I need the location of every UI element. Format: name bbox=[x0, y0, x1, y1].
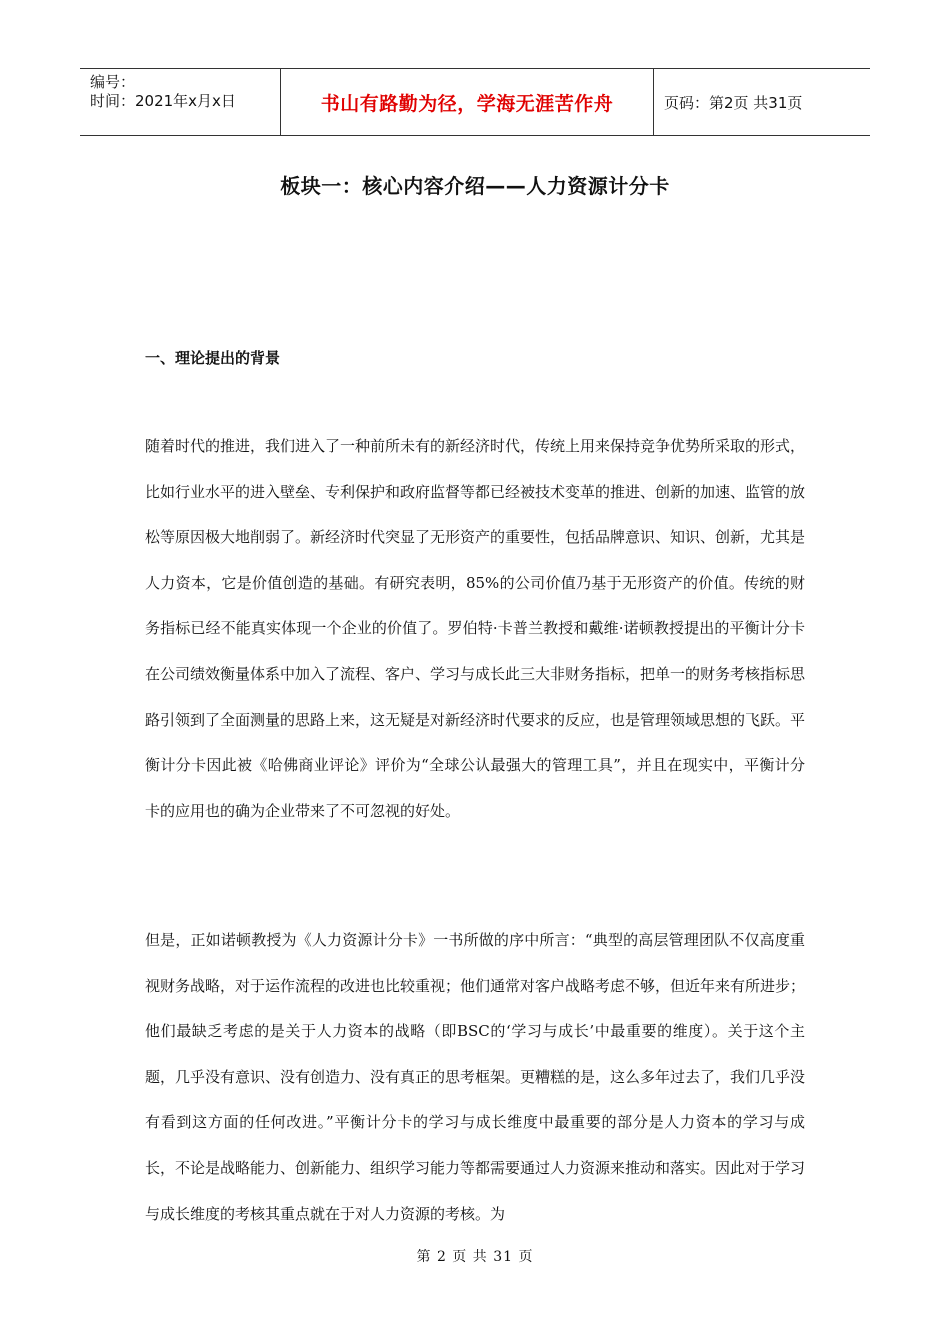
subheading: 一、理论提出的背景 bbox=[145, 349, 281, 367]
section-title: 板块一：核心内容介绍——人力资源计分卡 bbox=[280, 174, 670, 198]
page-footer: 第 2 页 共 31 页 bbox=[416, 1249, 534, 1265]
header-motto: 书山有路勤为径，学海无涯苦作舟 bbox=[320, 92, 614, 115]
body-paragraph-1: 随着时代的推进，我们进入了一种前所未有的新经济时代，传统上用来保持竞争优势所采取的形式，比如行业水平的进入壁垒、专利保护和政府监督等都已经被技术变革的推进、创新的加速、监管的放松等原因极大地削弱了。新经济时代突显了无形资产的重要性，包括品牌意识、知识、创新，尤其是人力资本，它是价值创造的基础。有研究表明，85%的公司价值乃基于无形资产的价值。传统的财务指标已经不能真实体现一个企业的价值了。罗伯特·卡普兰教授和戴维·诺顿教授提出的平衡计分卡在公司绩效衡量体系中加入了流程、客户、学习与成长此三大非财务指标，把单一的财务考核指标思路引领到了全面测量的思路上来，这无疑是对新经济时代要求的反应，也是管理领域思想的飞跃。平衡计分卡因此被《哈佛商业评论》评价为“全球公认最强大的管理工具”，并且在现实中，平衡计分卡的应用也的确为企业带来了不可忽视的好处。 bbox=[145, 437, 806, 820]
header-page-info: 页码：第2页 共31页 bbox=[664, 93, 803, 112]
header-motto-cell bbox=[281, 69, 654, 135]
document-time-label: 时间：2021年x月x日 bbox=[90, 92, 236, 110]
header-table bbox=[80, 68, 870, 136]
document-number-label: 编号： bbox=[90, 73, 136, 91]
body-paragraph-2: 但是，正如诺顿教授为《人力资源计分卡》一书所做的序中所言：“典型的高层管理团队不仅高度重视财务战略，对于运作流程的改进也比较重视；他们通常对客户战略考虑不够，但近年来有所进步；他们最缺乏考虑的是关于人力资本的战略（即BSC的‘学习与成长’中最重要的维度）。关于这个主题，几乎没有意识、没有创造力、没有真正的思考框架。更糟糕的是，这么多年过去了，我们几乎没有看到这方面的任何改进。”平衡计分卡的学习与成长维度中最重要的部分是人力资本的学习与成长，不论是战略能力、创新能力、组织学习能力等都需要通过人力资源来推动和落实。因此对于学习与成长维度的考核其重点就在于对人力资源的考核。为 bbox=[145, 931, 806, 1223]
header-page-cell bbox=[654, 69, 870, 135]
header-info-cell bbox=[80, 69, 281, 135]
